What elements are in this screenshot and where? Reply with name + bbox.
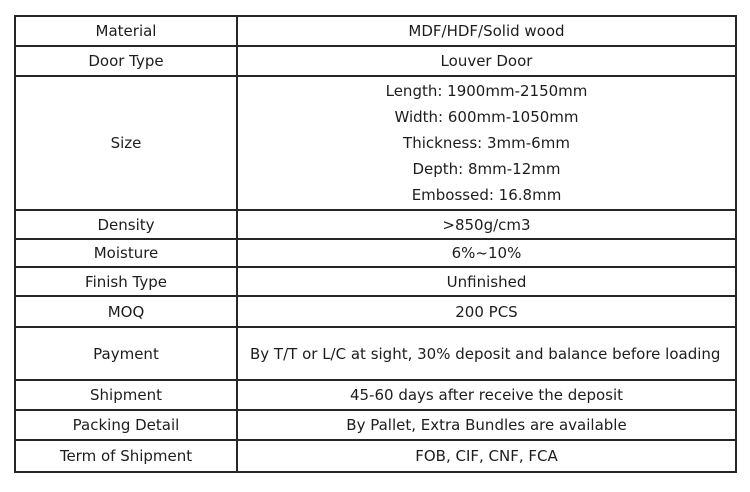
spec-label-payment: Payment	[15, 327, 237, 380]
spec-label-packing-detail: Packing Detail	[15, 410, 237, 440]
spec-table-body	[15, 16, 736, 472]
spec-value-density: >850g/cm3	[237, 210, 736, 239]
spec-value-shipment: 45-60 days after receive the deposit	[237, 380, 736, 410]
spec-value-door-type: Louver Door	[237, 46, 736, 76]
spec-value-payment: By T/T or L/C at sight, 30% deposit and balance before loading	[237, 327, 736, 380]
spec-value-finish-type: Unfinished	[237, 267, 736, 296]
spec-value-moq: 200 PCS	[237, 296, 736, 327]
table-row-size	[15, 76, 736, 210]
spec-value-term-of-shipment: FOB, CIF, CNF, FCA	[237, 440, 736, 472]
product-spec-table	[14, 15, 737, 473]
size-line-thickness: Thickness: 3mm-6mm	[403, 134, 570, 152]
spec-label-term-of-shipment: Term of Shipment	[15, 440, 237, 472]
table-row-moq	[15, 296, 736, 327]
table-row-payment	[15, 327, 736, 380]
table-row-finish-type	[15, 267, 736, 296]
spec-label-moisture: Moisture	[15, 239, 237, 267]
table-row-density	[15, 210, 736, 239]
table-row-moisture	[15, 239, 736, 267]
table-row-term-of-shipment	[15, 440, 736, 472]
spec-value-size	[237, 76, 736, 210]
spec-value-material: MDF/HDF/Solid wood	[237, 16, 736, 46]
size-line-length: Length: 1900mm-2150mm	[385, 82, 588, 100]
spec-label-density: Density	[15, 210, 237, 239]
spec-value-packing-detail: By Pallet, Extra Bundles are available	[237, 410, 736, 440]
table-row-door-type	[15, 46, 736, 76]
size-line-depth: Depth: 8mm-12mm	[412, 160, 561, 178]
size-line-embossed: Embossed: 16.8mm	[411, 186, 562, 204]
table-row-shipment	[15, 380, 736, 410]
table-row-packing-detail	[15, 410, 736, 440]
spec-value-moisture: 6%~10%	[237, 239, 736, 267]
spec-label-material: Material	[15, 16, 237, 46]
size-line-width: Width: 600mm-1050mm	[394, 108, 579, 126]
spec-label-door-type: Door Type	[15, 46, 237, 76]
spec-label-moq: MOQ	[15, 296, 237, 327]
spec-label-size: Size	[15, 76, 237, 210]
table-row-material	[15, 16, 736, 46]
spec-label-shipment: Shipment	[15, 380, 237, 410]
spec-label-finish-type: Finish Type	[15, 267, 237, 296]
